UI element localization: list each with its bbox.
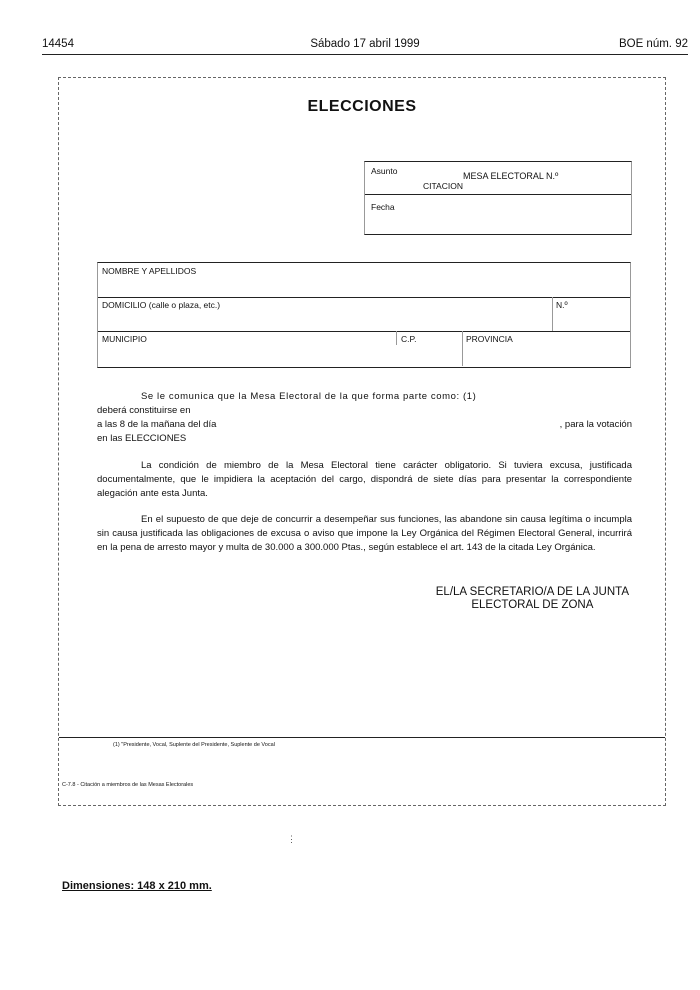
page-header [42,38,688,55]
asunto-box [364,161,632,235]
paragraph-penalty: En el supuesto de que deje de concurrir a desempeñar sus funciones, las abandone sin causa legítima o incumpla sin causa justificada las obligaciones de excusa o aviso que impone la Ley Orgánica del Régimen Electoral General, incurrirá en la pena de arresto mayor y multa de 30.000 a 300.000 Ptas., según establece el art. 143 de la citada Ley Orgánica. [97,514,632,553]
bulletin-number: BOE núm. 92 [618,38,688,50]
notice-line-3 [97,418,632,432]
asunto-value-1: MESA ELECTORAL N.º [463,171,559,181]
form-code: C-7.8 - Citación a miembros de las Mesas Electorales [62,782,194,788]
notice-lines [97,390,632,446]
nombre-row [98,263,630,298]
paragraph-obligation: La condición de miembro de la Mesa Electoral tiene carácter obligatorio. Si tuviera excusa, justificada documentalmente, que le impidiera la aceptación del cargo, dispondrá de siete días para presentar la correspondiente alegación ante esta Junta. [97,460,632,499]
publication-date: Sábado 17 abril 1999 [310,38,420,50]
signature-block [436,586,629,612]
domicilio-label: DOMICILIO (calle o plaza, etc.) [102,300,221,310]
numero-label: N.º [556,300,568,310]
dimensions-note: Dimensiones: 148 x 210 mm. [62,880,212,892]
footnote-rule [59,737,665,738]
signature-line-2: ELECTORAL DE ZONA [471,599,594,611]
domicilio-divider [552,297,553,331]
form-title: ELECCIONES [307,98,417,115]
asunto-value-2: CITACION [423,181,463,191]
scan-mark: ⋮ [287,834,296,844]
page-number: 14454 [42,38,74,50]
provincia-divider [462,331,463,366]
municipio-row [98,331,630,366]
domicilio-row [98,297,630,332]
fecha-label: Fecha [371,202,395,212]
footnote: (1) "Presidente, Vocal, Suplente del Presidente, Suplente de Vocal [113,742,275,748]
municipio-label: MUNICIPIO [102,334,147,344]
notice-line-2: deberá constituirse en [97,405,191,416]
asunto-row [365,162,631,195]
nombre-label: NOMBRE Y APELLIDOS [102,266,197,276]
notice-line-3b: , para la votación [559,419,632,430]
provincia-label: PROVINCIA [466,334,513,344]
cp-divider [396,331,397,345]
recipient-fields [97,262,631,368]
asunto-label: Asunto [371,166,398,176]
cp-label: C.P. [401,334,417,344]
notice-line-3a: a las 8 de la mañana del día [97,419,217,430]
notice-line-4: en las ELECCIONES [97,433,187,444]
signature-line-1: EL/LA SECRETARIO/A DE LA JUNTA [435,586,629,598]
notice-line-1: Se le comunica que la Mesa Electoral de la que forma parte como: (1) [141,391,477,402]
form-frame [58,77,666,806]
